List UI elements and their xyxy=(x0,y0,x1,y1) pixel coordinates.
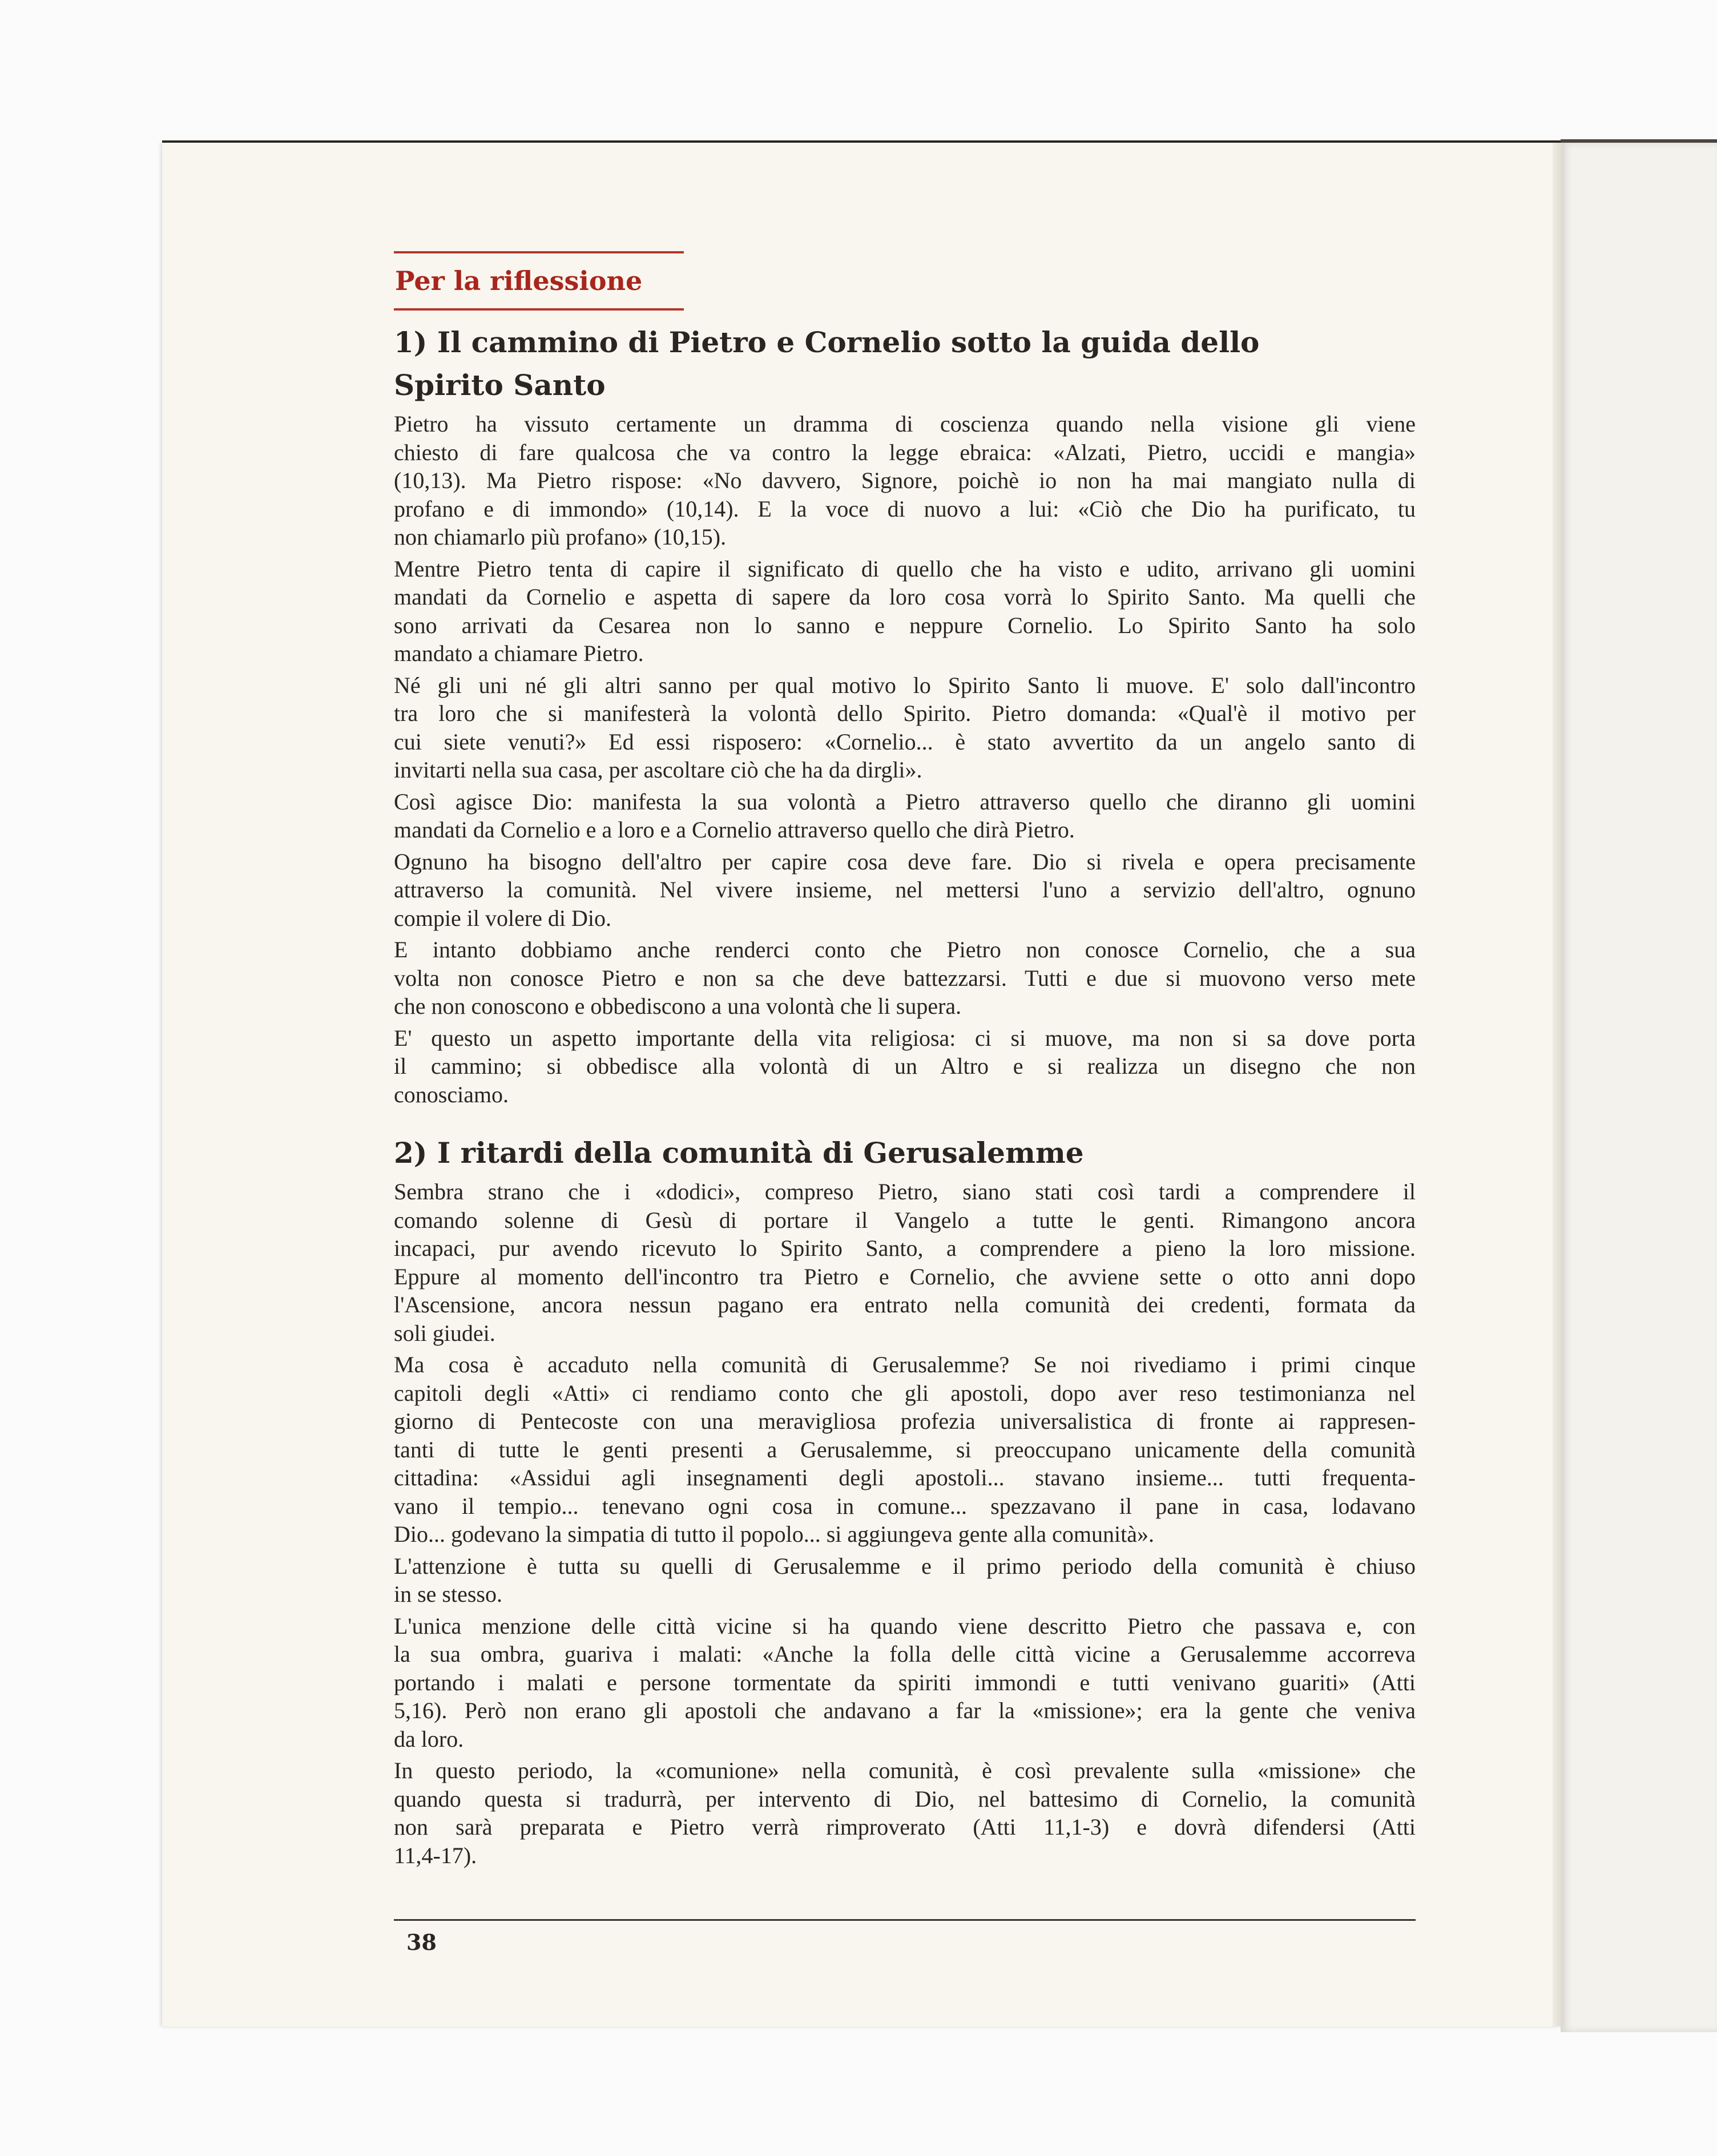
text-line: profano e di immondo» (10,14). E la voce di nuovo a lui: «Ciò che Dio ha purificato, tu xyxy=(394,495,1416,522)
page-number: 38 xyxy=(406,1929,437,1955)
paragraph xyxy=(394,936,1416,1021)
text-line: mandato a chiamare Pietro. xyxy=(394,640,644,666)
text-line: non sarà preparata e Pietro verrà rimproverato (Atti 11,1-3) e dovrà difendersi (Atti xyxy=(394,1814,1416,1840)
text-line: non chiamarlo più profano» (10,15). xyxy=(394,524,727,550)
paragraph xyxy=(394,555,1416,668)
text-line: il cammino; si obbedisce alla volontà di un Altro e si realizza un disegno che non xyxy=(394,1053,1416,1079)
text-line: Eppure al momento dell'incontro tra Pietro e Cornelio, che avviene sette o otto anni dopo xyxy=(394,1263,1416,1289)
paragraph xyxy=(394,1024,1416,1109)
text-line: da loro. xyxy=(394,1726,464,1752)
text-line: volta non conosce Pietro e non sa che deve battezzarsi. Tutti e due si muovono verso mete xyxy=(394,965,1416,991)
text-line: tra loro che si manifesterà la volontà dello Spirito. Pietro domanda: «Qual'è il motivo per xyxy=(394,700,1416,726)
text-line: mandati da Cornelio e a loro e a Cornelio attraverso quello che dirà Pietro. xyxy=(394,817,1075,843)
paragraph xyxy=(394,1612,1416,1754)
text-line: mandati da Cornelio e aspetta di sapere da loro cosa vorrà lo Spirito Santo. Ma quelli che xyxy=(394,584,1416,610)
section-kicker: Per la riflessione xyxy=(395,265,643,296)
page-content xyxy=(394,251,1416,1873)
heading-line: 1) Il cammino di Pietro e Cornelio sotto la guida dello xyxy=(394,325,1260,359)
text-line: 5,16). Però non erano gli apostoli che andavano a far la «missione»; era la gente che veniva xyxy=(394,1698,1416,1723)
text-line: quando questa si tradurrà, per intervento di Dio, nel battesimo di Cornelio, la comunità xyxy=(394,1786,1416,1812)
kicker-bottom-rule xyxy=(394,308,684,311)
text-line: L'attenzione è tutta su quelli di Gerusalemme e il primo periodo della comunità è chiuso xyxy=(394,1553,1416,1579)
text-line: portando i malati e persone tormentate da spiriti immondi e tutti venivano guariti» (Atti xyxy=(394,1669,1416,1695)
text-line: sono arrivati da Cesarea non lo sanno e neppure Cornelio. Lo Spirito Santo ha solo xyxy=(394,612,1416,638)
text-line: vano il tempio... tenevano ogni cosa in comune... spezzavano il pane in casa, lodavano xyxy=(394,1493,1416,1519)
paragraph xyxy=(394,410,1416,551)
text-line: cui siete venuti?» Ed essi risposero: «Cornelio... è stato avvertito da un angelo santo di xyxy=(394,728,1416,755)
text-line: Sembra strano che i «dodici», compreso Pietro, siano stati così tardi a comprendere il xyxy=(394,1179,1416,1204)
text-line: attraverso la comunità. Nel vivere insieme, nel mettersi l'uno a servizio dell'altro, ognuno xyxy=(394,877,1416,902)
text-line: Così agisce Dio: manifesta la sua volontà a Pietro attraverso quello che diranno gli uomini xyxy=(394,788,1416,815)
text-line: Ma cosa è accaduto nella comunità di Gerusalemme? Se noi rivediamo i primi cinque xyxy=(394,1352,1416,1377)
facing-page-edge xyxy=(1561,139,1717,2032)
text-line: conosciamo. xyxy=(394,1081,509,1107)
article-body xyxy=(394,321,1416,1869)
section-heading xyxy=(394,1131,1416,1174)
footer-rule xyxy=(394,1919,1416,1921)
paragraph xyxy=(394,1351,1416,1549)
text-line: 11,4-17). xyxy=(394,1842,477,1868)
text-line: L'unica menzione delle città vicine si ha quando viene descritto Pietro che passava e, con xyxy=(394,1613,1416,1639)
text-line: comando solenne di Gesù di portare il Vangelo a tutte le genti. Rimangono ancora xyxy=(394,1207,1416,1233)
text-line: E intanto dobbiamo anche renderci conto che Pietro non conosce Cornelio, che a sua xyxy=(394,937,1416,962)
text-line: chiesto di fare qualcosa che va contro la legge ebraica: «Alzati, Pietro, uccidi e mangia» xyxy=(394,439,1416,465)
text-line: Ognuno ha bisogno dell'altro per capire cosa deve fare. Dio si rivela e opera precisamente xyxy=(394,848,1416,875)
text-line: Pietro ha vissuto certamente un dramma di coscienza quando nella visione gli viene xyxy=(394,411,1416,437)
text-line: soli giudei. xyxy=(394,1320,495,1346)
text-line: E' questo un aspetto importante della vita religiosa: ci si muove, ma non si sa dove porta xyxy=(394,1025,1416,1051)
text-line: capitoli degli «Atti» ci rendiamo conto che gli apostoli, dopo aver reso testimonianza nel xyxy=(394,1380,1416,1406)
text-line: che non conoscono e obbediscono a una volontà che li supera. xyxy=(394,993,962,1019)
text-line: In questo periodo, la «comunione» nella comunità, è così prevalente sulla «missione» che xyxy=(394,1758,1416,1783)
text-line: in se stesso. xyxy=(394,1581,502,1607)
text-line: (10,13). Ma Pietro rispose: «No davvero, Signore, poichè io non ha mai mangiato nulla di xyxy=(394,468,1416,493)
heading-line: 2) I ritardi della comunità di Gerusalemme xyxy=(394,1136,1084,1170)
paragraph xyxy=(394,788,1416,844)
text-line: Né gli uni né gli altri sanno per qual motivo lo Spirito Santo li muove. E' solo dall'incontro xyxy=(394,672,1416,698)
section-heading xyxy=(394,321,1416,406)
text-line: l'Ascensione, ancora nessun pagano era entrato nella comunità dei credenti, formata da xyxy=(394,1292,1416,1317)
text-line: Dio... godevano la simpatia di tutto il popolo... si aggiungeva gente alla comunità». xyxy=(394,1521,1154,1547)
section-1 xyxy=(394,321,1416,1109)
heading-line: Spirito Santo xyxy=(394,368,606,402)
paragraph xyxy=(394,1178,1416,1347)
text-line: invitarti nella sua casa, per ascoltare ciò che ha da dirgli». xyxy=(394,757,922,783)
section-2 xyxy=(394,1131,1416,1869)
paragraph xyxy=(394,671,1416,784)
text-line: la sua ombra, guariva i malati: «Anche la folla delle città vicine a Gerusalemme accorreva xyxy=(394,1641,1416,1667)
text-line: compie il volere di Dio. xyxy=(394,905,612,931)
page-gutter xyxy=(1553,143,1564,2026)
text-line: tanti di tutte le genti presenti a Gerusalemme, si preoccupano unicamente della comunità xyxy=(394,1436,1416,1462)
paragraph xyxy=(394,848,1416,933)
paragraph xyxy=(394,1552,1416,1609)
text-line: cittadina: «Assidui agli insegnamenti degli apostoli... stavano insieme... tutti frequenta- xyxy=(394,1465,1416,1490)
text-line: incapaci, pur avendo ricevuto lo Spirito Santo, a comprendere a pieno la loro missione. xyxy=(394,1235,1416,1261)
paragraph xyxy=(394,1756,1416,1869)
text-line: giorno di Pentecoste con una meravigliosa profezia universalistica di fronte ai rappresen- xyxy=(394,1408,1416,1434)
text-line: Mentre Pietro tenta di capire il significato di quello che ha visto e udito, arrivano gli uomini xyxy=(394,555,1416,582)
